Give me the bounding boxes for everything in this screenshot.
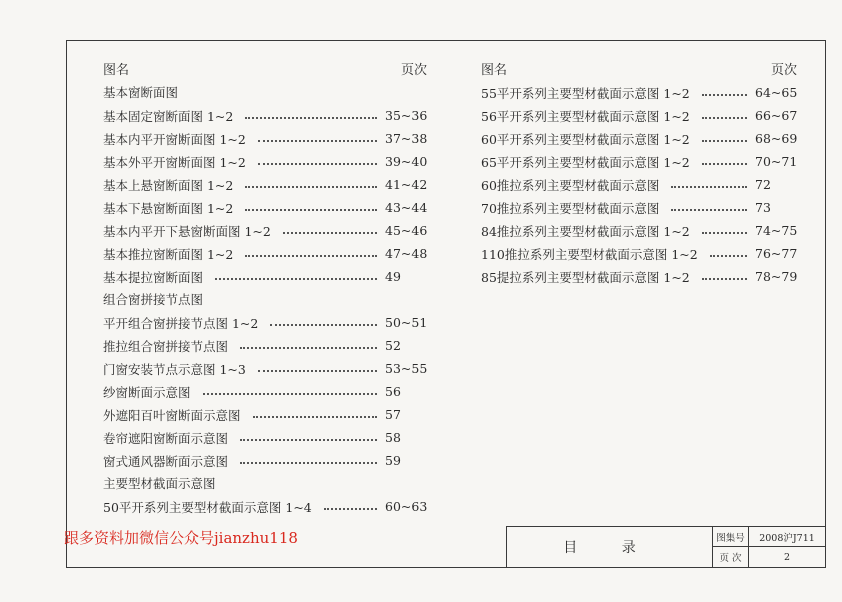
dot-leader	[702, 140, 747, 142]
toc-entry	[103, 127, 433, 150]
dot-leader	[702, 117, 747, 119]
dot-leader	[240, 462, 377, 464]
toc-entry	[481, 219, 803, 242]
toc-right-column	[481, 59, 803, 288]
title-block	[506, 526, 825, 567]
toc-entry	[103, 495, 433, 518]
entry-page: 43~44	[385, 200, 428, 215]
dot-leader	[324, 508, 377, 510]
dot-leader	[702, 232, 747, 234]
entry-page: 64~65	[755, 85, 798, 100]
entry-title: 纱窗断面示意图	[103, 384, 191, 400]
toc-entry	[481, 265, 803, 288]
dot-leader	[240, 439, 377, 441]
entry-title: 基本上悬窗断面图 1~2	[103, 177, 234, 193]
dot-leader	[258, 140, 377, 142]
entry-title: 85提拉系列主要型材截面示意图 1~2	[481, 269, 690, 285]
drawing-sheet	[66, 40, 826, 568]
entry-page: 50~51	[385, 315, 428, 330]
header-page: 页次	[770, 63, 797, 78]
toc-entry	[481, 196, 803, 219]
dot-leader	[258, 163, 377, 165]
entry-title: 门窗安装节点示意图 1~3	[103, 361, 246, 377]
entry-title: 推拉组合窗拼接节点图	[103, 338, 229, 354]
entry-title: 窗式通风器断面示意图	[103, 453, 229, 469]
entry-title: 基本提拉窗断面图	[103, 269, 204, 285]
entry-page: 57	[385, 407, 401, 422]
watermark-text: 跟多资料加微信公众号jianzhu118	[64, 529, 298, 547]
dot-leader	[671, 186, 747, 188]
toc-entry	[481, 127, 803, 150]
entry-title: 55平开系列主要型材截面示意图 1~2	[481, 85, 690, 101]
toc-right-header	[481, 59, 803, 77]
dot-leader	[702, 278, 747, 280]
sheet-title: 目 录	[507, 527, 713, 567]
toc-entry	[481, 150, 803, 173]
toc-entry	[103, 449, 433, 472]
entry-page: 78~79	[755, 269, 798, 284]
dot-leader	[270, 324, 377, 326]
entry-title: 84推拉系列主要型材截面示意图 1~2	[481, 223, 690, 239]
entry-title: 基本外平开窗断面图 1~2	[103, 154, 246, 170]
dot-leader	[240, 347, 377, 349]
toc-entry	[103, 380, 433, 403]
entry-page: 41~42	[385, 177, 428, 192]
entry-page: 60~63	[385, 499, 428, 514]
dot-leader	[702, 94, 747, 96]
dot-leader	[215, 278, 377, 280]
entry-title: 50平开系列主要型材截面示意图 1~4	[103, 499, 312, 515]
toc-left-header	[103, 59, 433, 77]
entry-title: 平开组合窗拼接节点图 1~2	[103, 315, 259, 331]
toc-entry	[103, 311, 433, 334]
entry-page: 68~69	[755, 131, 798, 146]
toc-entry	[103, 426, 433, 449]
toc-group-heading: 主要型材截面示意图	[103, 476, 216, 491]
entry-page: 47~48	[385, 246, 428, 261]
toc-entry	[103, 150, 433, 173]
toc-group-heading: 基本窗断面图	[103, 85, 179, 100]
entry-page: 49	[385, 269, 401, 284]
entry-page: 58	[385, 430, 401, 445]
entry-page: 73	[755, 200, 771, 215]
entry-page: 72	[755, 177, 771, 192]
entry-page: 35~36	[385, 108, 428, 123]
toc-group-heading: 组合窗拼接节点图	[103, 292, 204, 307]
entry-page: 45~46	[385, 223, 428, 238]
entry-page: 76~77	[755, 246, 798, 261]
toc-entry	[481, 173, 803, 196]
dot-leader	[671, 209, 747, 211]
entry-page: 56	[385, 384, 401, 399]
atlas-label: 图集号	[713, 527, 749, 547]
entry-title: 60平开系列主要型材截面示意图 1~2	[481, 131, 690, 147]
entry-page: 74~75	[755, 223, 798, 238]
entry-title: 65平开系列主要型材截面示意图 1~2	[481, 154, 690, 170]
dot-leader	[203, 393, 377, 395]
entry-title: 基本推拉窗断面图 1~2	[103, 246, 234, 262]
header-name: 图名	[481, 63, 508, 78]
atlas-number: 2008沪J711	[749, 527, 825, 547]
dot-leader	[245, 255, 377, 257]
header-page: 页次	[400, 63, 427, 78]
entry-title: 基本内平开下悬窗断面图 1~2	[103, 223, 271, 239]
page-number: 2	[783, 551, 791, 563]
entry-page: 37~38	[385, 131, 428, 146]
toc-entry	[103, 196, 433, 219]
toc-right-list	[481, 81, 803, 288]
entry-title: 70推拉系列主要型材截面示意图	[481, 200, 660, 216]
toc-left-column	[103, 59, 433, 518]
page-label: 页 次	[713, 547, 749, 567]
entry-title: 110推拉系列主要型材截面示意图 1~2	[481, 246, 698, 262]
toc-entry	[103, 104, 433, 127]
toc-entry	[481, 81, 803, 104]
entry-page: 53~55	[385, 361, 428, 376]
toc-entry	[103, 219, 433, 242]
entry-title: 60推拉系列主要型材截面示意图	[481, 177, 660, 193]
toc-entry	[481, 104, 803, 127]
dot-leader	[710, 255, 747, 257]
entry-title: 卷帘遮阳窗断面示意图	[103, 430, 229, 446]
entry-page: 52	[385, 338, 401, 353]
dot-leader	[245, 186, 377, 188]
dot-leader	[258, 370, 377, 372]
dot-leader	[245, 117, 377, 119]
dot-leader	[283, 232, 377, 234]
entry-page: 39~40	[385, 154, 428, 169]
entry-title: 外遮阳百叶窗断面示意图	[103, 407, 241, 423]
toc-entry	[103, 334, 433, 357]
toc-entry	[103, 357, 433, 380]
entry-title: 基本内平开窗断面图 1~2	[103, 131, 246, 147]
entry-page: 66~67	[755, 108, 798, 123]
toc-entry	[481, 242, 803, 265]
title-block-grid	[713, 527, 825, 567]
dot-leader	[702, 163, 747, 165]
dot-leader	[245, 209, 377, 211]
dot-leader	[253, 416, 377, 418]
entry-title: 基本固定窗断面图 1~2	[103, 108, 234, 124]
toc-left-list	[103, 81, 433, 518]
toc-entry	[103, 403, 433, 426]
toc-entry	[103, 265, 433, 288]
entry-page: 59	[385, 453, 401, 468]
entry-page: 70~71	[755, 154, 798, 169]
toc-entry	[103, 242, 433, 265]
entry-title: 56平开系列主要型材截面示意图 1~2	[481, 108, 690, 124]
toc-entry	[103, 173, 433, 196]
header-name: 图名	[103, 63, 130, 78]
entry-title: 基本下悬窗断面图 1~2	[103, 200, 234, 216]
